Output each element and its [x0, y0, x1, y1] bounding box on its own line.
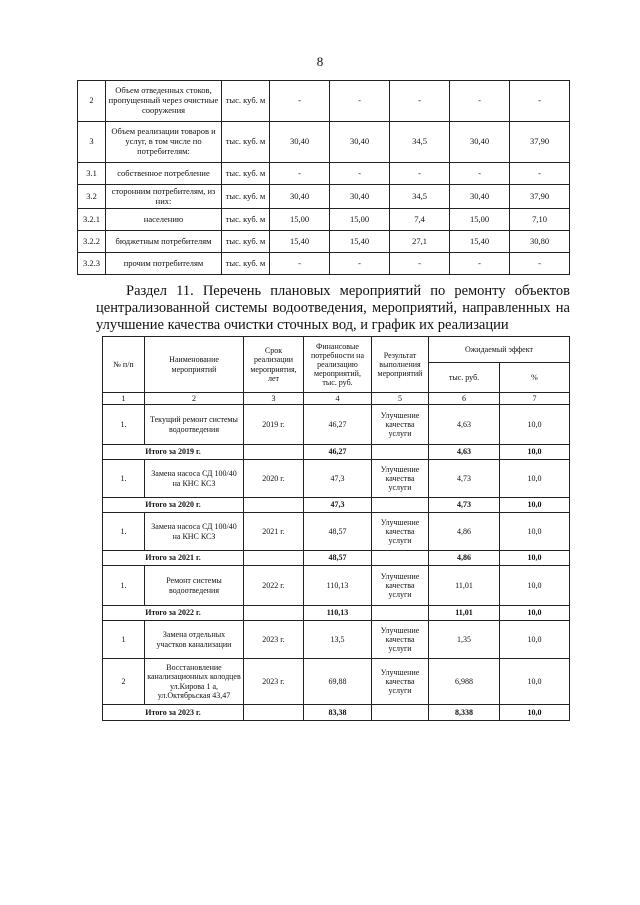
- total-effect-pct: 10,0: [500, 551, 570, 566]
- row-finance: 47,3: [304, 460, 372, 498]
- empty-cell: [372, 551, 429, 566]
- total-label: Итого за 2021 г.: [103, 551, 244, 566]
- row-result: Улучшение качества услуги: [372, 566, 429, 606]
- row-number: 3.2: [78, 185, 106, 209]
- value-cell: -: [510, 81, 570, 122]
- row-effect-pct: 10,0: [500, 513, 570, 551]
- table-row: [78, 122, 570, 163]
- table-row: [78, 81, 570, 122]
- total-effect-pct: 10,0: [500, 498, 570, 513]
- total-effect-rub: 4,86: [429, 551, 500, 566]
- row-effect-pct: 10,0: [500, 566, 570, 606]
- table-row: [103, 566, 570, 606]
- row-term: 2022 г.: [244, 566, 304, 606]
- column-number: 5: [372, 393, 429, 405]
- value-cell: 15,00: [270, 209, 330, 231]
- empty-cell: [372, 705, 429, 721]
- value-cell: 30,80: [510, 231, 570, 253]
- header-effect: Ожидаемый эффект: [429, 337, 570, 363]
- value-cell: 34,5: [390, 185, 450, 209]
- header-row: [103, 337, 570, 363]
- row-finance: 46,27: [304, 405, 372, 445]
- total-effect-rub: 4,63: [429, 445, 500, 460]
- row-name: Замена насоса СД 100/40 на КНС КСЗ: [145, 460, 244, 498]
- value-cell: -: [390, 163, 450, 185]
- column-number: 2: [145, 393, 244, 405]
- row-term: 2023 г.: [244, 659, 304, 705]
- row-result: Улучшение качества услуги: [372, 513, 429, 551]
- value-cell: -: [510, 163, 570, 185]
- value-cell: 15,00: [330, 209, 390, 231]
- row-term: 2019 г.: [244, 405, 304, 445]
- row-name: населению: [106, 209, 222, 231]
- row-effect-pct: 10,0: [500, 460, 570, 498]
- value-cell: 15,40: [330, 231, 390, 253]
- page-number: 8: [316, 54, 324, 69]
- value-cell: 30,40: [450, 185, 510, 209]
- header-effect-rub: тыс. руб.: [429, 363, 500, 393]
- volume-table: [77, 80, 570, 275]
- empty-cell: [244, 445, 304, 460]
- row-finance: 110,13: [304, 566, 372, 606]
- value-cell: 34,5: [390, 122, 450, 163]
- table-row: [103, 513, 570, 551]
- row-result: Улучшение качества услуги: [372, 460, 429, 498]
- value-cell: 30,40: [270, 122, 330, 163]
- total-label: Итого за 2023 г.: [103, 705, 244, 721]
- total-row: [103, 445, 570, 460]
- header-result: Результат выполнения мероприятий: [372, 337, 429, 393]
- row-unit: тыс. куб. м: [222, 253, 270, 275]
- table-row: [78, 231, 570, 253]
- value-cell: -: [450, 163, 510, 185]
- table-row: [103, 460, 570, 498]
- row-effect-rub: 6,988: [429, 659, 500, 705]
- value-cell: 27,1: [390, 231, 450, 253]
- total-effect-rub: 11,01: [429, 606, 500, 621]
- row-unit: тыс. куб. м: [222, 81, 270, 122]
- empty-cell: [244, 606, 304, 621]
- value-cell: 7,10: [510, 209, 570, 231]
- row-result: Улучшение качества услуги: [372, 405, 429, 445]
- table-row: [103, 659, 570, 705]
- row-effect-rub: 11,01: [429, 566, 500, 606]
- row-name: Замена насоса СД 100/40 на КНС КСЗ: [145, 513, 244, 551]
- total-effect-pct: 10,0: [500, 705, 570, 721]
- empty-cell: [244, 705, 304, 721]
- value-cell: -: [330, 163, 390, 185]
- total-row: [103, 705, 570, 721]
- value-cell: -: [450, 253, 510, 275]
- row-number: 3: [78, 122, 106, 163]
- value-cell: -: [510, 253, 570, 275]
- row-name: Текущий ремонт системы водоотведения: [145, 405, 244, 445]
- value-cell: 37,90: [510, 185, 570, 209]
- row-term: 2020 г.: [244, 460, 304, 498]
- value-cell: -: [390, 253, 450, 275]
- value-cell: 37,90: [510, 122, 570, 163]
- total-effect-rub: 8,338: [429, 705, 500, 721]
- value-cell: 30,40: [330, 185, 390, 209]
- table-row: [78, 185, 570, 209]
- value-cell: 30,40: [330, 122, 390, 163]
- header-name: Наименование мероприятий: [145, 337, 244, 393]
- row-effect-rub: 4,86: [429, 513, 500, 551]
- total-effect-pct: 10,0: [500, 606, 570, 621]
- row-number: 1.: [103, 513, 145, 551]
- row-unit: тыс. куб. м: [222, 209, 270, 231]
- column-number: 4: [304, 393, 372, 405]
- value-cell: 30,40: [450, 122, 510, 163]
- row-name: Объем реализации товаров и услуг, в том числе по потребителям:: [106, 122, 222, 163]
- empty-cell: [372, 445, 429, 460]
- value-cell: -: [270, 253, 330, 275]
- row-number: 2: [103, 659, 145, 705]
- row-unit: тыс. куб. м: [222, 185, 270, 209]
- row-unit: тыс. куб. м: [222, 122, 270, 163]
- row-finance: 48,57: [304, 513, 372, 551]
- row-name: Ремонт системы водоотведения: [145, 566, 244, 606]
- empty-cell: [372, 498, 429, 513]
- value-cell: 15,00: [450, 209, 510, 231]
- value-cell: -: [330, 81, 390, 122]
- row-number: 3.2.3: [78, 253, 106, 275]
- row-effect-rub: 4,63: [429, 405, 500, 445]
- row-effect-rub: 1,35: [429, 621, 500, 659]
- header-num: № п/п: [103, 337, 145, 393]
- table-row: [78, 209, 570, 231]
- value-cell: 15,40: [270, 231, 330, 253]
- value-cell: 30,40: [270, 185, 330, 209]
- total-finance: 83,38: [304, 705, 372, 721]
- row-term: 2021 г.: [244, 513, 304, 551]
- total-effect-rub: 4,73: [429, 498, 500, 513]
- row-result: Улучшение качества услуги: [372, 621, 429, 659]
- row-finance: 13,5: [304, 621, 372, 659]
- row-name: сторонним потребителям, из них:: [106, 185, 222, 209]
- total-row: [103, 551, 570, 566]
- value-cell: 7,4: [390, 209, 450, 231]
- total-finance: 110,13: [304, 606, 372, 621]
- header-finance: Финансовые потребности на реализацию мероприятий, тыс. руб.: [304, 337, 372, 393]
- value-cell: -: [270, 163, 330, 185]
- row-name: собственное потребление: [106, 163, 222, 185]
- row-name: бюджетным потребителям: [106, 231, 222, 253]
- total-label: Итого за 2019 г.: [103, 445, 244, 460]
- total-row: [103, 606, 570, 621]
- table-row: [78, 253, 570, 275]
- row-result: Улучшение качества услуги: [372, 659, 429, 705]
- row-name: прочим потребителям: [106, 253, 222, 275]
- value-cell: 15,40: [450, 231, 510, 253]
- value-cell: -: [450, 81, 510, 122]
- value-cell: -: [330, 253, 390, 275]
- row-effect-pct: 10,0: [500, 621, 570, 659]
- row-name: Объем отведенных стоков, пропущенный через очистные сооружения: [106, 81, 222, 122]
- table-row: [103, 621, 570, 659]
- row-number: 3.2.2: [78, 231, 106, 253]
- row-unit: тыс. куб. м: [222, 163, 270, 185]
- header-effect-pct: %: [500, 363, 570, 393]
- row-number: 2: [78, 81, 106, 122]
- row-name: Замена отдельных участков канализации: [145, 621, 244, 659]
- row-finance: 69,88: [304, 659, 372, 705]
- total-label: Итого за 2022 г.: [103, 606, 244, 621]
- row-name: Восстановление канализационных колодцев ул.Кирова 1 а, ул.Октябрьская 43,47: [145, 659, 244, 705]
- total-row: [103, 498, 570, 513]
- total-label: Итого за 2020 г.: [103, 498, 244, 513]
- row-number: 3.2.1: [78, 209, 106, 231]
- row-number: 1.: [103, 566, 145, 606]
- section-title: Раздел 11. Перечень плановых мероприятий по ремонту объектов централизованной системы водоотведения, мероприятий, направленных на улучшение качества очистки сточных вод, и график их реализации: [96, 283, 570, 333]
- header-term: Срок реализации мероприятия, лет: [244, 337, 304, 393]
- row-unit: тыс. куб. м: [222, 231, 270, 253]
- empty-cell: [244, 551, 304, 566]
- empty-cell: [244, 498, 304, 513]
- row-effect-pct: 10,0: [500, 405, 570, 445]
- table-row: [103, 405, 570, 445]
- column-number: 3: [244, 393, 304, 405]
- empty-cell: [372, 606, 429, 621]
- row-number: 1: [103, 621, 145, 659]
- total-effect-pct: 10,0: [500, 445, 570, 460]
- total-finance: 48,57: [304, 551, 372, 566]
- row-number: 3.1: [78, 163, 106, 185]
- row-effect-pct: 10,0: [500, 659, 570, 705]
- column-number: 1: [103, 393, 145, 405]
- row-effect-rub: 4,73: [429, 460, 500, 498]
- row-number: 1.: [103, 460, 145, 498]
- total-finance: 46,27: [304, 445, 372, 460]
- row-number: 1.: [103, 405, 145, 445]
- value-cell: -: [270, 81, 330, 122]
- column-numbers-row: [103, 393, 570, 405]
- table-row: [78, 163, 570, 185]
- measures-table: [102, 336, 570, 721]
- column-number: 7: [500, 393, 570, 405]
- row-term: 2023 г.: [244, 621, 304, 659]
- column-number: 6: [429, 393, 500, 405]
- total-finance: 47,3: [304, 498, 372, 513]
- value-cell: -: [390, 81, 450, 122]
